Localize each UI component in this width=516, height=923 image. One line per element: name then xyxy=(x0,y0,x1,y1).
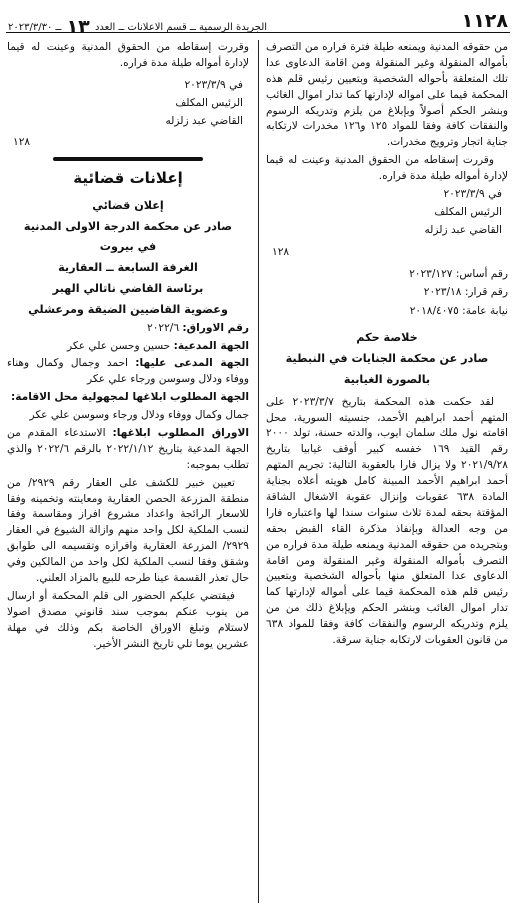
left-column xyxy=(7,40,249,654)
gazette-title: الجريدة الرسمية ــ قسم الاعلانات ــ العدد xyxy=(94,22,268,33)
continued-judgment-text: من حقوقه المدنية ويمنعه طيلة فترة فراره من التصرف بأمواله المنقولة وغير المنقولة ومن اقامة الدعاوى عدا تلك المتعلقة بأحواله الشخصية وبتعيين رئيس قلم هذه المحكمة قيما على امواله لإدارتها كما تدار اموال الغائب وبنشر الحكم أصولاً وبإبلاغ من يلزم وتدريكه الرسوم والنفقات كافة وفقا للمواد ١٢٥ و١٢٦ مخدرات لارتكابه جناية اتجار وترويج مخدرات. xyxy=(266,41,509,149)
running-header xyxy=(8,13,267,42)
column-divider xyxy=(258,40,259,903)
signature-title: الرئيس المكلف xyxy=(434,205,502,218)
documents-value: الاستدعاء المقدم من الجهة المدعية بتاريخ ٢٠٢٢/١/١٢ بالرقم ٢٠٢٢/٦ والذي تطلب بموجبه: xyxy=(7,426,249,471)
chamber-heading: الغرفة السابعة ــ العقارية xyxy=(58,261,198,275)
plaintiff xyxy=(7,339,249,355)
judgment-text: لقد حكمت هذه المحكمة بتاريخ ٢٠٢٣/٣/٧ على المتهم أحمد ابراهيم الأحمد، جنسيته السورية، محل اقامته نول ملك سلمان ايوب، والدته حسنة، تولد ٢٠٠٠ رقم القيد ١٦٩ خفسه كبير أوقف غيابيا بتاريخ ٢٠٢١/٩/٢٨ ولا يزال فارا بالعقوبة التالية: تجريم المتهم أحمد ابراهيم الأحمد المبينة كامل هويته أعلاه بجناية المادة ٦٣٨ عقوبات وإنزال عقوبة الاشغال الشاقة المؤقتة بحقه لمدة ثلاث سنوات سندا لها واعتباره فارا من وجه العدالة وبإنفاذ مذكرة القاء القبض بحقه وبتجريده من حقوقه المدنية ويمنعه طيلة مدة فراره من التصرف بأمواله المنقولة وغير المنقولة ومن اقامة الدعاوى عدا المتعلق منها بأحواله الشخصية وبتعيين رئيس قلم هذه المحكمة قيما على أمواله لإدارتها كما تدار اموال الغائب وبنشر الحكم ويإبلاغ ذلك من من يلزم وتدريكه الرسوم والنفقات كافة وفقا للمواد ٦٣٨ من قانون العقوبات لارتكابه جناية سرقة. xyxy=(266,395,508,646)
defendant-label: الجهة المدعى عليها: xyxy=(135,357,249,370)
issue-date: ــ ٢٠٢٣/٣/٣٠ xyxy=(8,22,62,33)
page-header xyxy=(6,6,510,38)
issue-number: ١٣ xyxy=(66,16,90,38)
signature-block xyxy=(7,78,249,130)
section-title: إعلانات قضائية xyxy=(73,169,183,188)
signature-title: الرئيس المكلف xyxy=(175,96,243,109)
documents-to-notify xyxy=(7,426,249,474)
case-references xyxy=(266,267,508,321)
signature-date: في ٢٠٢٣/٣/٩ xyxy=(184,78,243,91)
civil-rights-paragraph: وقررت إسقاطه من الحقوق المدنية وعينت له قيما لإدارة أمواله طيلة مدة فراره. xyxy=(266,154,508,183)
unknown-address-party xyxy=(7,390,249,406)
page-number: ١١٢٨ xyxy=(461,10,508,32)
signature-block xyxy=(266,187,508,239)
notice-number: ١٢٨ xyxy=(13,136,31,149)
signature-name: القاضي عبد زلزله xyxy=(424,223,502,236)
signature-name: القاضي عبد زلزله xyxy=(165,114,243,127)
request-text: تعيين خبير للكشف على العقار رقم ٢٩٢٩/ من منطقة المزرعة الحصن العقارية ومعاينته وتخمينه وفقا للاسعار الرائجة واعداد مشروع افراز ومقاسمة وفقا لنسب الملكية لكل واحد منهم وازالة الشيوع في العقار ٢٩٢٩/ المزرعة العقارية وافرازه وتقسيمه الى طوابق وشقق وفقا لنسب الملكية لكل واحد من المالكين وفي حال تعذر القسمة عينا طرحه للبيع بالمزاد العلني. xyxy=(7,476,249,584)
defendant xyxy=(7,356,249,388)
basis-number: رقم أساس: ٢٠٢٣/١٢٧ xyxy=(409,267,508,280)
unknown-address-value: جمال وكمال ووفاء ودلال ورجاء وسوسن علي عكر xyxy=(29,409,249,422)
documents-label: الاوراق المطلوب ابلاغها: xyxy=(112,426,249,439)
notice-heading: إعلان قضائي xyxy=(92,198,164,212)
plaintiff-value: حسين وحسن علي عكر xyxy=(67,339,174,352)
court-heading: صادر عن محكمة الجنايات في النبطية xyxy=(285,352,489,366)
court-members: وعضوية القاضيين الضيقة ومرعشلي xyxy=(28,302,228,316)
closing-text: فيقتضي عليكم الحضور الى قلم المحكمة أو ارسال من ينوب عنكم بموجب سند قانوني مصدق اصولا لاستلام وتبلغ الاوراق الخاصة بكم وذلك في مهلة عشرين يوما تلي تاريخ النشر الأخير. xyxy=(7,589,249,650)
summary-title: خلاصة حكم xyxy=(356,331,418,345)
decision-number: رقم قرار: ٢٠٢٣/١٨ xyxy=(423,286,508,299)
city-heading: في بيروت xyxy=(99,240,157,254)
defendant-value: احمد وجمال وكمال وهناء ووفاء ودلال وسوسن ورجاء علي عكر xyxy=(7,357,249,386)
plaintiff-label: الجهة المدعية: xyxy=(173,339,249,352)
signature-date: في ٢٠٢٣/٣/٩ xyxy=(443,188,502,201)
right-column xyxy=(266,40,508,651)
papers-number xyxy=(7,321,249,337)
prosecution-number: نيابة عامة: ٢٠١٨/٤٠٧٥ xyxy=(409,305,508,318)
notice-number: ١٢٨ xyxy=(272,245,290,258)
court-heading: صادر عن محكمة الدرجة الاولى المدنية xyxy=(23,219,233,233)
papers-label: رقم الاوراق: xyxy=(182,321,249,334)
absentia-heading: بالصورة الغيابية xyxy=(343,372,431,386)
papers-value: ٢٠٢٢/٦ xyxy=(147,321,183,334)
presiding-judge: برئاسة القاضي ناتالي الهبر xyxy=(52,282,204,296)
section-separator xyxy=(53,157,203,161)
civil-rights-paragraph: وقررت إسقاطه من الحقوق المدنية وعينت له قيما لإدارة أمواله طيلة مدة فراره. xyxy=(7,41,249,69)
unknown-address-label: الجهة المطلوب ابلاغها لمجهولية محل الاقامة: xyxy=(11,391,249,404)
